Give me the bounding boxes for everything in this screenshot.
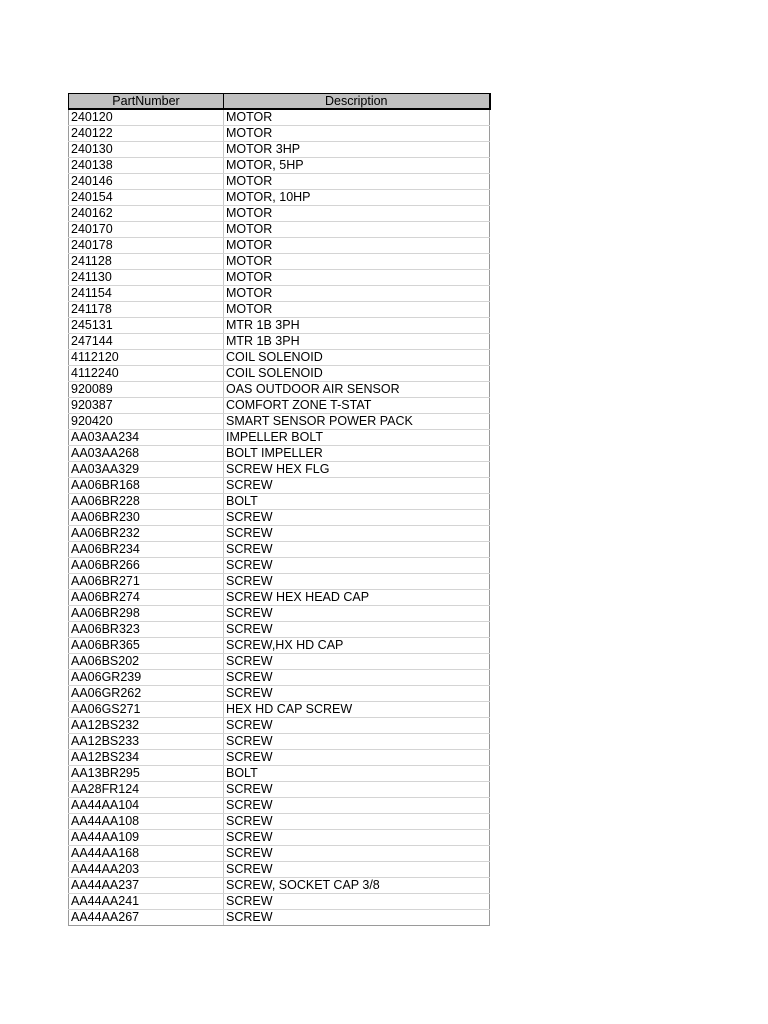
part-number-cell: 240130 [69,142,224,158]
table-row [69,109,490,126]
table-row [69,542,490,558]
table-row [69,494,490,510]
description-cell: COMFORT ZONE T-STAT [224,398,490,414]
table-row [69,830,490,846]
description-cell: SCREW, SOCKET CAP 3/8 [224,878,490,894]
description-cell: SCREW [224,478,490,494]
table-row [69,910,490,926]
description-cell: SCREW HEX HEAD CAP [224,590,490,606]
part-number-cell: AA44AA203 [69,862,224,878]
table-row [69,414,490,430]
part-number-cell: AA06BR274 [69,590,224,606]
part-number-cell: 241154 [69,286,224,302]
table-row [69,766,490,782]
description-cell: SCREW [224,558,490,574]
description-cell: COIL SOLENOID [224,350,490,366]
description-cell: SCREW [224,846,490,862]
part-number-cell: 241178 [69,302,224,318]
table-row [69,878,490,894]
part-number-cell: AA06BR266 [69,558,224,574]
part-number-cell: AA03AA268 [69,446,224,462]
part-number-cell: 245131 [69,318,224,334]
table-row [69,350,490,366]
description-cell: SMART SENSOR POWER PACK [224,414,490,430]
description-cell: SCREW [224,718,490,734]
description-cell: MOTOR [224,238,490,254]
description-cell: MOTOR [224,302,490,318]
part-number-cell: AA06BR323 [69,622,224,638]
part-number-cell: 240154 [69,190,224,206]
description-cell: SCREW [224,606,490,622]
part-number-cell: AA06BR365 [69,638,224,654]
description-cell: MOTOR 3HP [224,142,490,158]
part-number-cell: 920387 [69,398,224,414]
description-cell: OAS OUTDOOR AIR SENSOR [224,382,490,398]
header-row [69,94,490,110]
part-number-cell: 920089 [69,382,224,398]
description-cell: SCREW [224,910,490,926]
table-row [69,222,490,238]
description-cell: MOTOR [224,174,490,190]
part-number-cell: AA03AA234 [69,430,224,446]
description-cell: SCREW [224,894,490,910]
description-cell: MOTOR [224,222,490,238]
description-cell: SCREW [224,510,490,526]
table-row [69,654,490,670]
description-cell: SCREW [224,670,490,686]
description-cell: HEX HD CAP SCREW [224,702,490,718]
part-number-cell: AA44AA241 [69,894,224,910]
part-number-cell: AA06BR232 [69,526,224,542]
table-row [69,430,490,446]
part-number-cell: AA06BS202 [69,654,224,670]
table-row [69,126,490,142]
part-number-cell: AA06BR168 [69,478,224,494]
table-row [69,862,490,878]
part-number-cell: AA06GS271 [69,702,224,718]
description-cell: MOTOR [224,254,490,270]
table-row [69,398,490,414]
table-row [69,142,490,158]
description-cell: SCREW [224,830,490,846]
part-number-cell: AA06BR271 [69,574,224,590]
part-number-cell: 4112120 [69,350,224,366]
part-number-cell: 920420 [69,414,224,430]
table-row [69,718,490,734]
part-number-cell: AA44AA237 [69,878,224,894]
table-row [69,638,490,654]
table-row [69,894,490,910]
description-cell: SCREW [224,686,490,702]
table-header [69,94,490,110]
table-row [69,286,490,302]
table-row [69,254,490,270]
part-number-cell: AA28FR124 [69,782,224,798]
description-cell: COIL SOLENOID [224,366,490,382]
part-number-cell: AA44AA267 [69,910,224,926]
table-row [69,462,490,478]
description-cell: MTR 1B 3PH [224,334,490,350]
table-row [69,238,490,254]
description-cell: BOLT [224,766,490,782]
description-cell: MTR 1B 3PH [224,318,490,334]
part-number-cell: 240178 [69,238,224,254]
table-row [69,734,490,750]
description-cell: SCREW [224,526,490,542]
description-cell: SCREW HEX FLG [224,462,490,478]
part-number-cell: AA03AA329 [69,462,224,478]
description-cell: BOLT [224,494,490,510]
table-row [69,526,490,542]
table-row [69,270,490,286]
table-row [69,798,490,814]
table-row [69,558,490,574]
part-number-cell: AA44AA104 [69,798,224,814]
description-cell: SCREW,HX HD CAP [224,638,490,654]
table-row [69,750,490,766]
description-cell: SCREW [224,622,490,638]
table-row [69,334,490,350]
description-cell: SCREW [224,814,490,830]
table-row [69,686,490,702]
table-row [69,206,490,222]
part-number-cell: 240120 [69,109,224,126]
table-row [69,446,490,462]
table-row [69,622,490,638]
part-number-cell: 241130 [69,270,224,286]
part-number-cell: AA06GR239 [69,670,224,686]
table-body [69,109,490,926]
part-number-cell: 247144 [69,334,224,350]
table-row [69,478,490,494]
table-row [69,670,490,686]
column-header-partnumber: PartNumber [69,94,224,110]
part-number-cell: AA06BR298 [69,606,224,622]
description-cell: SCREW [224,734,490,750]
table-row [69,318,490,334]
part-number-cell: 240170 [69,222,224,238]
description-cell: MOTOR, 5HP [224,158,490,174]
part-number-cell: 240146 [69,174,224,190]
description-cell: SCREW [224,782,490,798]
description-cell: SCREW [224,750,490,766]
table-row [69,382,490,398]
part-number-cell: AA12BS234 [69,750,224,766]
description-cell: MOTOR [224,286,490,302]
part-number-cell: 241128 [69,254,224,270]
description-cell: MOTOR [224,109,490,126]
part-number-cell: AA44AA109 [69,830,224,846]
description-cell: SCREW [224,654,490,670]
part-number-cell: AA06BR234 [69,542,224,558]
part-number-cell: AA12BS233 [69,734,224,750]
description-cell: IMPELLER BOLT [224,430,490,446]
description-cell: SCREW [224,798,490,814]
description-cell: MOTOR [224,206,490,222]
part-number-cell: AA06BR230 [69,510,224,526]
table-row [69,782,490,798]
part-number-cell: AA44AA168 [69,846,224,862]
description-cell: SCREW [224,542,490,558]
description-cell: SCREW [224,862,490,878]
column-header-description: Description [224,94,490,110]
table-row [69,814,490,830]
table-row [69,702,490,718]
description-cell: SCREW [224,574,490,590]
table-row [69,590,490,606]
part-number-cell: AA44AA108 [69,814,224,830]
table-row [69,510,490,526]
part-number-cell: AA12BS232 [69,718,224,734]
part-number-cell: 4112240 [69,366,224,382]
table-row [69,158,490,174]
description-cell: MOTOR, 10HP [224,190,490,206]
table-row [69,366,490,382]
part-number-cell: AA06BR228 [69,494,224,510]
table-row [69,846,490,862]
table-row [69,174,490,190]
table-row [69,574,490,590]
part-number-cell: AA13BR295 [69,766,224,782]
table-row [69,606,490,622]
table-row [69,190,490,206]
part-number-cell: AA06GR262 [69,686,224,702]
table-row [69,302,490,318]
part-number-cell: 240138 [69,158,224,174]
parts-table [68,93,491,926]
description-cell: BOLT IMPELLER [224,446,490,462]
part-number-cell: 240122 [69,126,224,142]
description-cell: MOTOR [224,270,490,286]
part-number-cell: 240162 [69,206,224,222]
description-cell: MOTOR [224,126,490,142]
